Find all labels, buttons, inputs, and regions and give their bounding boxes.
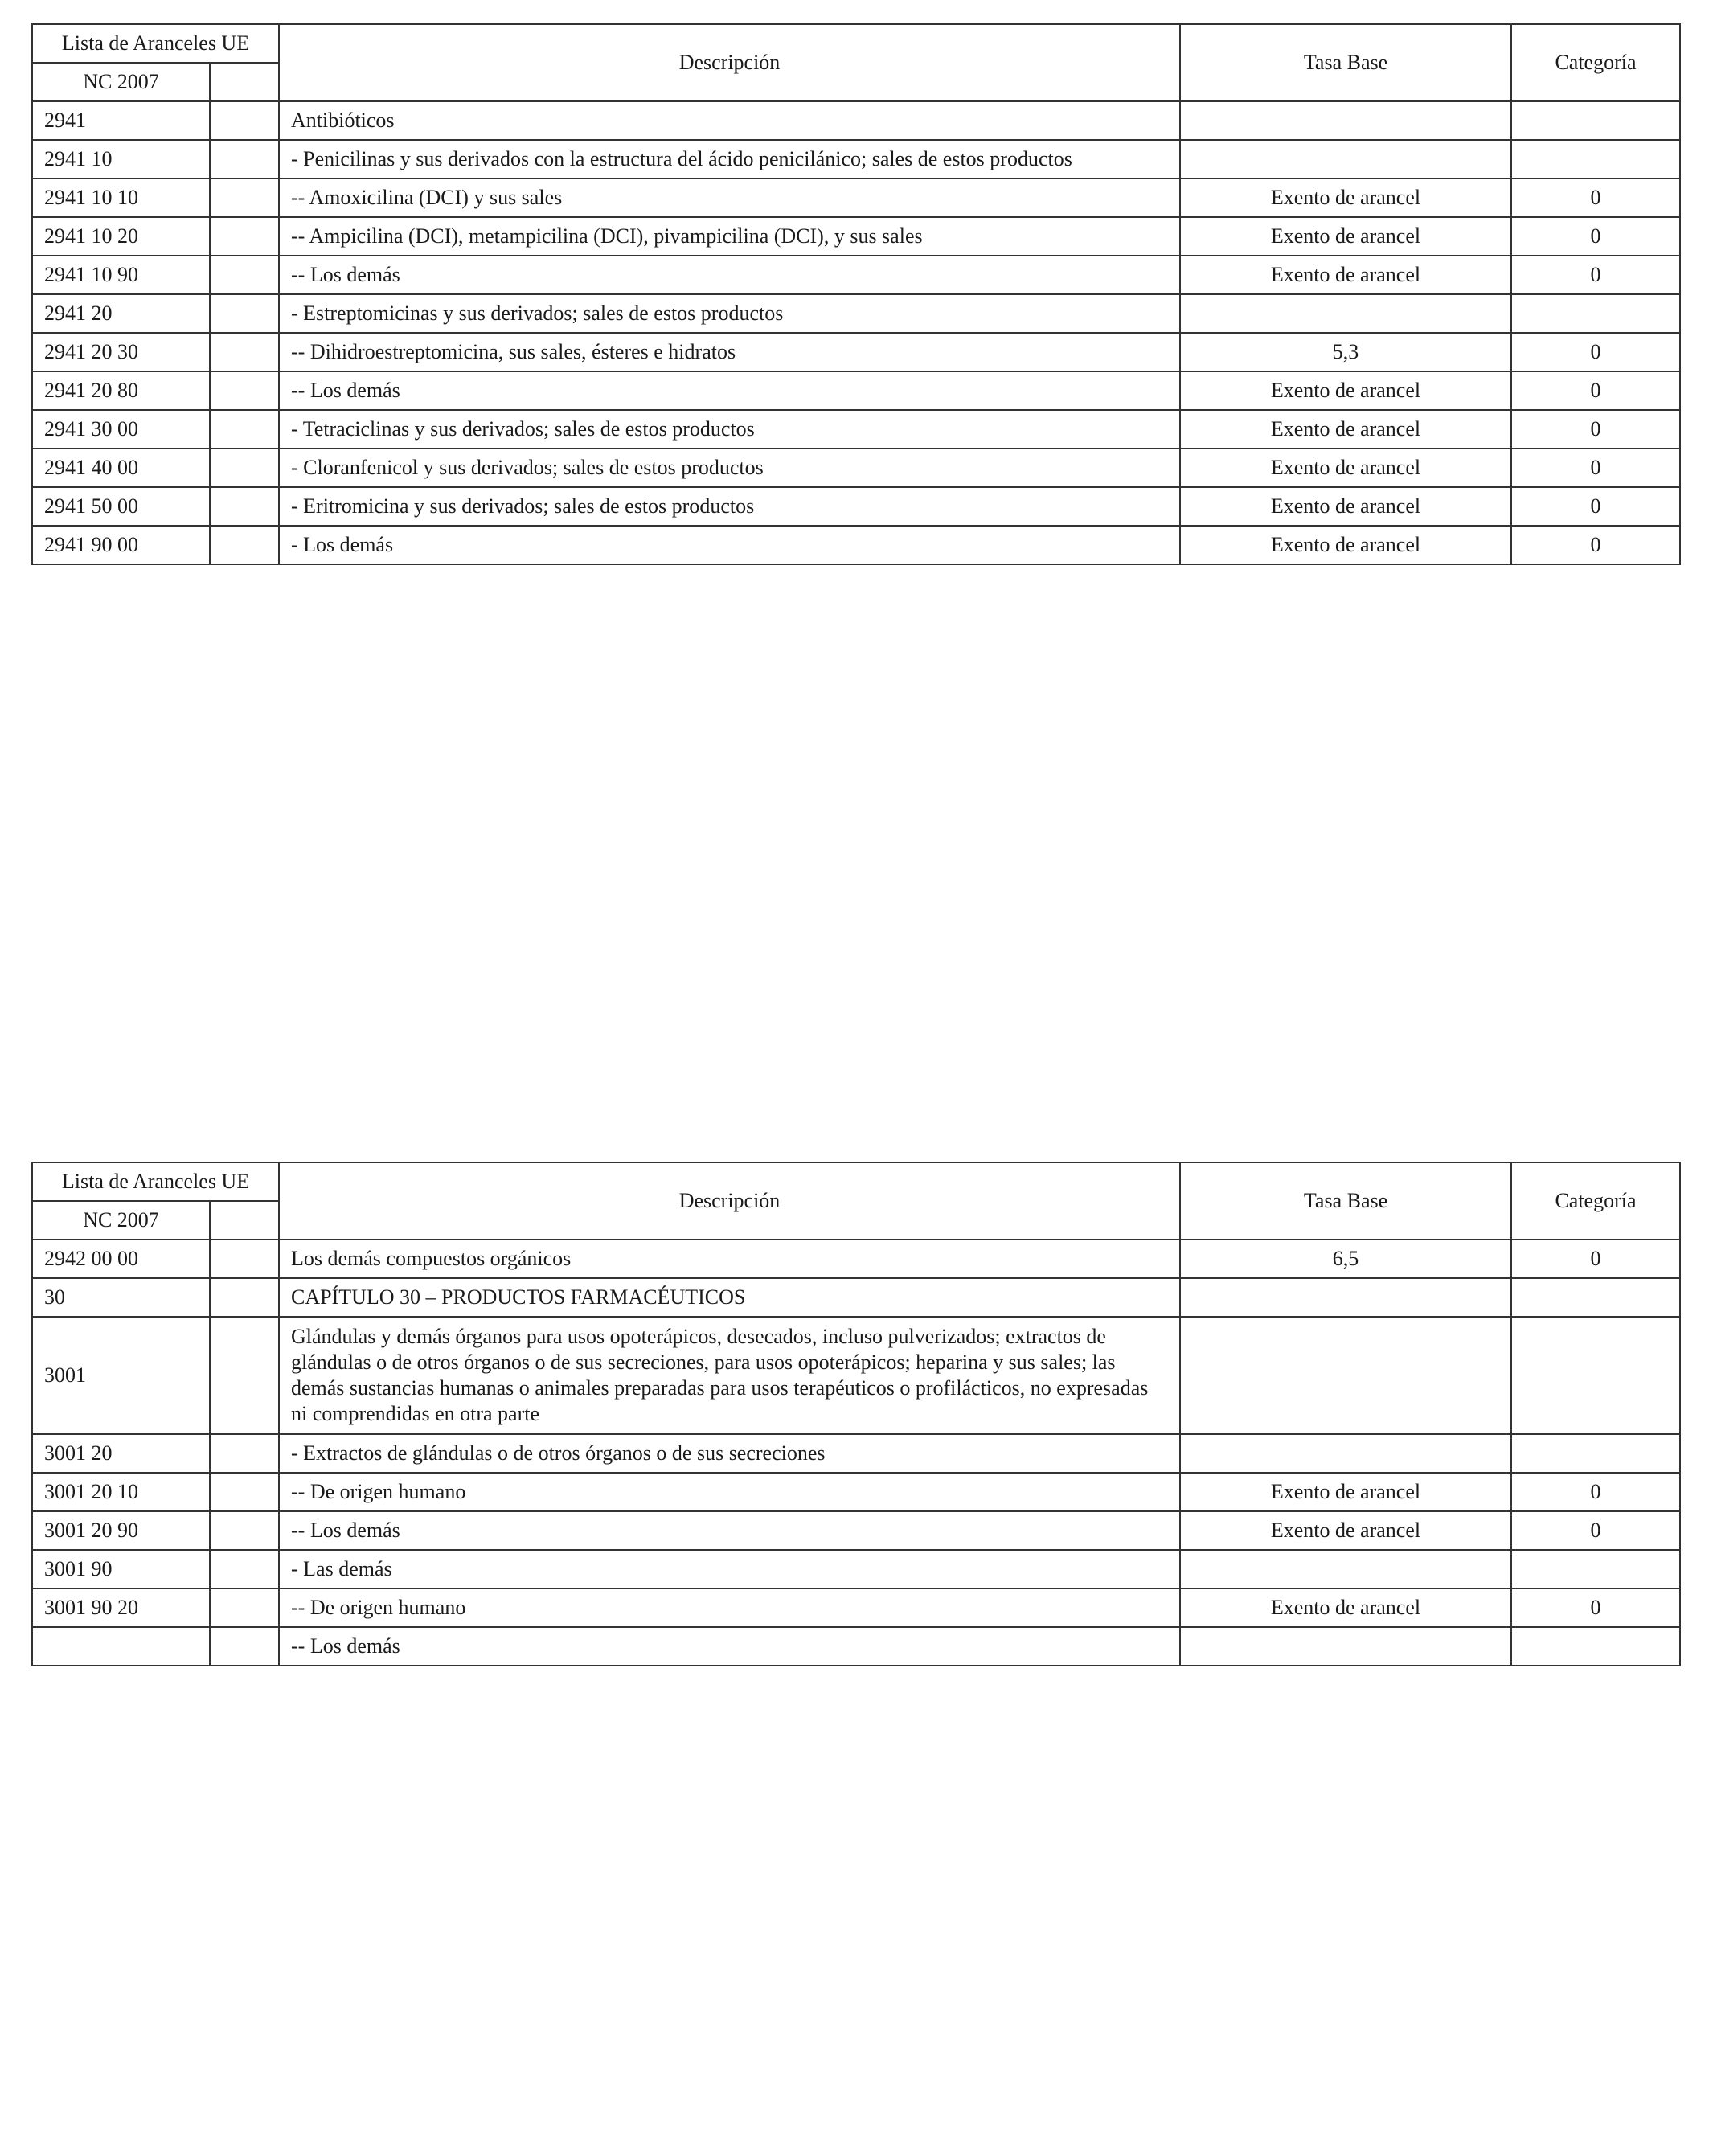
- sub-cell: [210, 101, 279, 140]
- category-cell: 0: [1511, 526, 1680, 564]
- rate-cell: Exento de arancel: [1180, 1511, 1511, 1550]
- table-row: [32, 1317, 1680, 1434]
- category-cell: [1511, 294, 1680, 333]
- code-cell: 2941 40 00: [32, 449, 210, 487]
- rate-cell: [1180, 140, 1511, 178]
- code-cell: 30: [32, 1278, 210, 1317]
- rate-cell: [1180, 101, 1511, 140]
- sub-cell: [210, 256, 279, 294]
- code-cell: 3001 20: [32, 1434, 210, 1473]
- rate-cell: Exento de arancel: [1180, 1588, 1511, 1627]
- code-cell: 2941 10 90: [32, 256, 210, 294]
- header-descripcion: Descripción: [279, 24, 1180, 101]
- sub-cell: [210, 217, 279, 256]
- table-row: [32, 526, 1680, 564]
- sub-cell: [210, 1278, 279, 1317]
- description-cell: -- De origen humano: [279, 1588, 1180, 1627]
- rate-cell: Exento de arancel: [1180, 178, 1511, 217]
- table-row: [32, 1240, 1680, 1278]
- rate-cell: [1180, 1278, 1511, 1317]
- code-cell: 3001 90: [32, 1550, 210, 1588]
- sub-cell: [210, 1317, 279, 1434]
- table-row: [32, 101, 1680, 140]
- rate-cell: [1180, 1550, 1511, 1588]
- category-cell: [1511, 101, 1680, 140]
- header-nc-2007: NC 2007: [32, 1201, 210, 1240]
- code-cell: 3001 20 90: [32, 1511, 210, 1550]
- category-cell: 0: [1511, 1240, 1680, 1278]
- table-header: [32, 1162, 1680, 1240]
- description-cell: -- Los demás: [279, 371, 1180, 410]
- table-row: [32, 178, 1680, 217]
- header-categoria: Categoría: [1511, 24, 1680, 101]
- description-cell: Glándulas y demás órganos para usos opoterápicos, desecados, incluso pulverizados; extractos de glándulas o de otros órganos o de sus secreciones, para usos opoterápicos; heparina y sus sales; las demás sustancias humanas o animales preparadas para usos terapéuticos o profilácticos, no expresadas ni comprendidas en otra parte: [279, 1317, 1180, 1434]
- sub-cell: [210, 1627, 279, 1666]
- code-cell: 2941 20 30: [32, 333, 210, 371]
- sub-cell: [210, 1511, 279, 1550]
- code-cell: 3001 20 10: [32, 1473, 210, 1511]
- description-cell: - Penicilinas y sus derivados con la estructura del ácido penicilánico; sales de estos productos: [279, 140, 1180, 178]
- rate-cell: 6,5: [1180, 1240, 1511, 1278]
- category-cell: 0: [1511, 410, 1680, 449]
- category-cell: 0: [1511, 1473, 1680, 1511]
- code-cell: 2941: [32, 101, 210, 140]
- description-cell: - Tetraciclinas y sus derivados; sales de estos productos: [279, 410, 1180, 449]
- category-cell: 0: [1511, 217, 1680, 256]
- header-categoria: Categoría: [1511, 1162, 1680, 1240]
- category-cell: 0: [1511, 487, 1680, 526]
- category-cell: 0: [1511, 449, 1680, 487]
- table-row: [32, 256, 1680, 294]
- code-cell: 2941 30 00: [32, 410, 210, 449]
- sub-cell: [210, 410, 279, 449]
- code-cell: 2941 10 10: [32, 178, 210, 217]
- table-row: [32, 140, 1680, 178]
- rate-cell: Exento de arancel: [1180, 487, 1511, 526]
- table-row: [32, 294, 1680, 333]
- code-cell: 2941 90 00: [32, 526, 210, 564]
- category-cell: [1511, 1627, 1680, 1666]
- rate-cell: [1180, 1627, 1511, 1666]
- code-cell: 3001 90 20: [32, 1588, 210, 1627]
- code-cell: [32, 1627, 210, 1666]
- description-cell: CAPÍTULO 30 – PRODUCTOS FARMACÉUTICOS: [279, 1278, 1180, 1317]
- description-cell: -- Ampicilina (DCI), metampicilina (DCI), pivampicilina (DCI), y sus sales: [279, 217, 1180, 256]
- table-row: [32, 410, 1680, 449]
- sub-cell: [210, 449, 279, 487]
- header-descripcion: Descripción: [279, 1162, 1180, 1240]
- tariff-table-2: [31, 1162, 1681, 1666]
- code-cell: 2941 20: [32, 294, 210, 333]
- description-cell: -- De origen humano: [279, 1473, 1180, 1511]
- rate-cell: Exento de arancel: [1180, 410, 1511, 449]
- category-cell: 0: [1511, 1588, 1680, 1627]
- description-cell: Antibióticos: [279, 101, 1180, 140]
- description-cell: -- Los demás: [279, 256, 1180, 294]
- category-cell: 0: [1511, 256, 1680, 294]
- sub-cell: [210, 178, 279, 217]
- description-cell: - Eritromicina y sus derivados; sales de estos productos: [279, 487, 1180, 526]
- rate-cell: [1180, 1317, 1511, 1434]
- description-cell: -- Dihidroestreptomicina, sus sales, ésteres e hidratos: [279, 333, 1180, 371]
- rate-cell: Exento de arancel: [1180, 1473, 1511, 1511]
- sub-cell: [210, 526, 279, 564]
- sub-cell: [210, 333, 279, 371]
- category-cell: 0: [1511, 1511, 1680, 1550]
- rate-cell: Exento de arancel: [1180, 217, 1511, 256]
- header-tasa-base: Tasa Base: [1180, 24, 1511, 101]
- table-row: [32, 1588, 1680, 1627]
- table-header: [32, 24, 1680, 101]
- code-cell: 2941 10: [32, 140, 210, 178]
- description-cell: -- Los demás: [279, 1627, 1180, 1666]
- rate-cell: [1180, 294, 1511, 333]
- sub-cell: [210, 1550, 279, 1588]
- description-cell: - Las demás: [279, 1550, 1180, 1588]
- header-lista-aranceles: Lista de Aranceles UE: [32, 24, 279, 63]
- header-tasa-base: Tasa Base: [1180, 1162, 1511, 1240]
- category-cell: [1511, 1550, 1680, 1588]
- tariff-table-1: [31, 23, 1681, 565]
- header-blank-cell: [210, 63, 279, 101]
- code-cell: 2941 10 20: [32, 217, 210, 256]
- rate-cell: 5,3: [1180, 333, 1511, 371]
- code-cell: 2942 00 00: [32, 1240, 210, 1278]
- code-cell: 2941 50 00: [32, 487, 210, 526]
- description-cell: Los demás compuestos orgánicos: [279, 1240, 1180, 1278]
- table-row: [32, 371, 1680, 410]
- sub-cell: [210, 1588, 279, 1627]
- rate-cell: Exento de arancel: [1180, 449, 1511, 487]
- table-row: [32, 1550, 1680, 1588]
- rate-cell: Exento de arancel: [1180, 256, 1511, 294]
- sub-cell: [210, 371, 279, 410]
- category-cell: [1511, 1278, 1680, 1317]
- header-nc-2007: NC 2007: [32, 63, 210, 101]
- description-cell: - Cloranfenicol y sus derivados; sales de estos productos: [279, 449, 1180, 487]
- category-cell: 0: [1511, 371, 1680, 410]
- table-row: [32, 217, 1680, 256]
- category-cell: [1511, 1317, 1680, 1434]
- table-row: [32, 1278, 1680, 1317]
- code-cell: 3001: [32, 1317, 210, 1434]
- header-lista-aranceles: Lista de Aranceles UE: [32, 1162, 279, 1201]
- sub-cell: [210, 140, 279, 178]
- sub-cell: [210, 1434, 279, 1473]
- sub-cell: [210, 294, 279, 333]
- description-cell: -- Los demás: [279, 1511, 1180, 1550]
- header-blank-cell: [210, 1201, 279, 1240]
- category-cell: [1511, 140, 1680, 178]
- table-row: [32, 487, 1680, 526]
- description-cell: -- Amoxicilina (DCI) y sus sales: [279, 178, 1180, 217]
- rate-cell: [1180, 1434, 1511, 1473]
- description-cell: - Extractos de glándulas o de otros órganos o de sus secreciones: [279, 1434, 1180, 1473]
- rate-cell: Exento de arancel: [1180, 526, 1511, 564]
- description-cell: - Los demás: [279, 526, 1180, 564]
- table-row: [32, 449, 1680, 487]
- category-cell: 0: [1511, 178, 1680, 217]
- table-row: [32, 1627, 1680, 1666]
- table-row: [32, 333, 1680, 371]
- code-cell: 2941 20 80: [32, 371, 210, 410]
- table-row: [32, 1473, 1680, 1511]
- table-row: [32, 1434, 1680, 1473]
- sub-cell: [210, 1240, 279, 1278]
- table-row: [32, 1511, 1680, 1550]
- category-cell: [1511, 1434, 1680, 1473]
- sub-cell: [210, 487, 279, 526]
- sub-cell: [210, 1473, 279, 1511]
- category-cell: 0: [1511, 333, 1680, 371]
- rate-cell: Exento de arancel: [1180, 371, 1511, 410]
- description-cell: - Estreptomicinas y sus derivados; sales de estos productos: [279, 294, 1180, 333]
